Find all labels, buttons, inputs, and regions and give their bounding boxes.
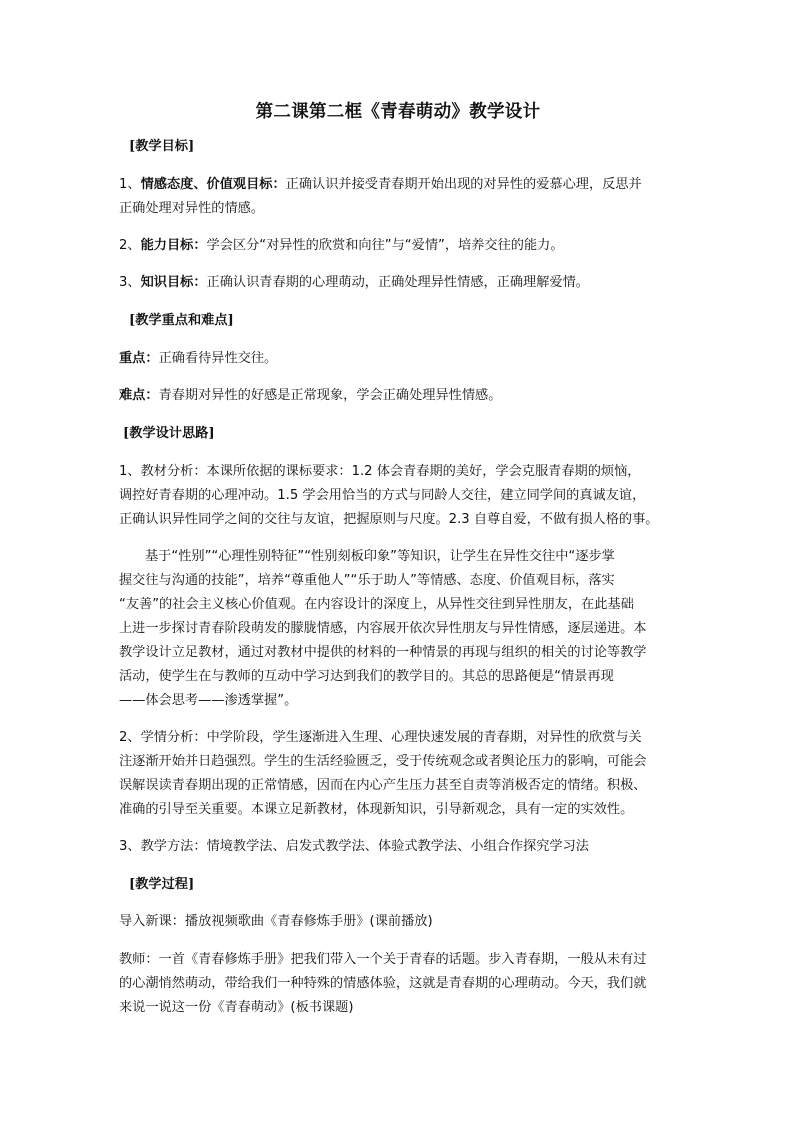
section-heading-key-points: [教学重点和难点] — [129, 313, 234, 328]
key-point — [119, 348, 677, 370]
goal-1-line-1 — [119, 174, 677, 196]
section-heading-goals: [教学目标] — [129, 139, 195, 154]
difficulty-point — [119, 385, 677, 407]
goal-3-number: 3、 — [119, 275, 141, 290]
teacher-line-3: 来说一说这一份《青春萌动》(板书课题) — [119, 1000, 354, 1015]
design-p1-line-1: 1、教材分析：本课所依据的课标要求：1.2 体会青春期的美好，学会克服青春期的烦恼， — [119, 464, 641, 479]
design-p3-line-2: 注逐渐开始并日趋强烈。学生的生活经验匮乏，受于传统观念或者舆论压力的影响，可能会 — [119, 754, 647, 769]
design-p1-line-2: 调控好青春期的心理冲动。1.5 学会用恰当的方式与同龄人交往，建立同学间的真诚友谊， — [119, 488, 646, 503]
goal-2 — [119, 235, 677, 257]
goal-1-text: 正确认识并接受青春期开始出现的对异性的爱慕心理，反思并 — [285, 177, 642, 192]
goal-1-number: 1、 — [119, 177, 141, 192]
goal-3 — [119, 272, 677, 294]
goal-2-label: 能力目标： — [140, 238, 207, 253]
goal-1-label: 情感态度、价值观目标： — [140, 177, 286, 192]
design-p2-line-1: 基于“性别”“心理性别特征”“性别刻板印象”等知识，让学生在异性交往中“逐步掌 — [145, 549, 615, 564]
design-p1-line-3: 正确认识异性同学之间的交往与友谊，把握原则与尺度。2.3 自尊自爱，不做有损人格的事。 — [119, 512, 659, 527]
section-heading-process: [教学过程] — [129, 877, 195, 892]
key-point-text: 正确看待异性交往。 — [158, 351, 278, 366]
teacher-line-1: 教师：一首《青春修炼手册》把我们带入一个关于青春的话题。步入青春期，一般从未有过 — [119, 952, 647, 967]
intro-text: 导入新课：播放视频歌曲《青春修炼手册》(课前播放) — [119, 914, 433, 929]
design-p2-line-3: “友善”的社会主义核心价值观。在内容设计的深度上，从异性交往到异性朋友，在此基础 — [119, 597, 634, 612]
design-p3-line-4: 准确的引导至关重要。本课立足新教材，体现新知识，引导新观念，具有一定的实效性。 — [119, 802, 634, 817]
document-title: 第二课第二框《青春萌动》教学设计 — [255, 102, 541, 122]
goal-1-line-2: 正确处理对异性的情感。 — [119, 201, 265, 216]
key-point-label: 重点： — [119, 351, 159, 366]
goal-2-number: 2、 — [119, 238, 141, 253]
design-p3-line-3: 误解误读青春期出现的正常情感，因而在内心产生压力甚至自责等消极否定的情绪。积极、 — [119, 778, 647, 793]
section-heading-design: [教学设计思路] — [123, 426, 215, 441]
design-p2-line-5: 教学设计立足教材，通过对教材中提供的材料的一种情景的再现与组织的相关的讨论等教学 — [119, 645, 647, 660]
design-p4: 3、教学方法：情境教学法、启发式教学法、体验式教学法、小组合作探究学习法 — [119, 839, 589, 854]
design-p3-line-1: 2、学情分析：中学阶段，学生逐渐进入生理、心理快速发展的青春期，对异性的欣赏与关 — [119, 730, 642, 745]
design-p2-line-7: ——体会思考——渗透掌握”。 — [119, 693, 298, 708]
teacher-line-2: 的心潮悄然萌动，带给我们一种特殊的情感体验，这就是青春期的心理萌动。今天，我们就 — [119, 976, 647, 991]
goal-3-label: 知识目标： — [140, 275, 207, 290]
goal-3-text: 正确认识青春期的心理萌动，正确处理异性情感，正确理解爱情。 — [206, 275, 589, 290]
goal-2-text: 学会区分“对异性的欣赏和向往”与“爱情”，培养交往的能力。 — [206, 238, 564, 253]
difficulty-text: 青春期对异性的好感是正常现象，学会正确处理异性情感。 — [158, 388, 502, 403]
design-p2-line-4: 上进一步探讨青春阶段萌发的朦胧情感，内容展开依次异性朋友与异性情感，逐层递进。本 — [119, 621, 647, 636]
difficulty-label: 难点： — [119, 388, 159, 403]
design-p2-line-2: 握交往与沟通的技能”，培养“尊重他人”“乐于助人”等情感、态度、价值观目标，落实 — [119, 573, 615, 588]
design-p2-line-6: 活动，使学生在与教师的互动中学习达到我们的教学目的。其总的思路便是“情景再现 — [119, 669, 614, 684]
